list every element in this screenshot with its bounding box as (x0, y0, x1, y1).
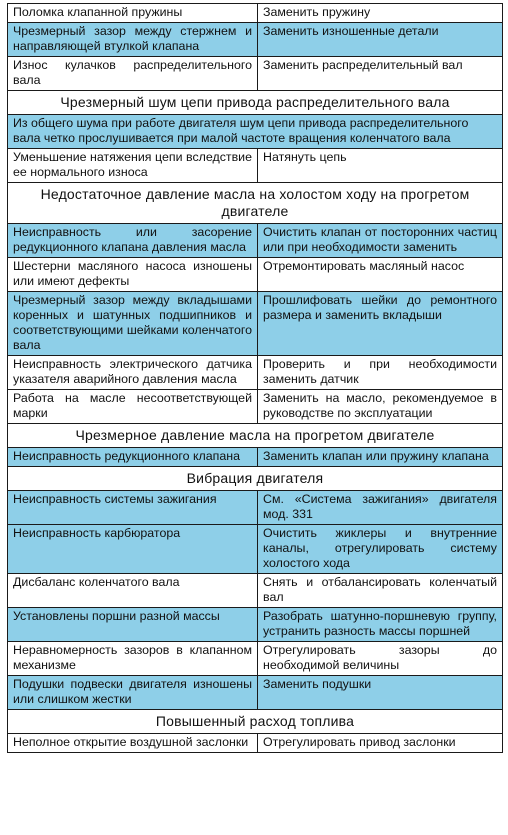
section-header (8, 183, 502, 224)
remedy-cell: Заменить подушки (263, 677, 372, 691)
remedy-cell: Отремонтировать масляный насос (263, 259, 465, 273)
section-title: Повышенный расход топлива (155, 713, 355, 729)
table-row (8, 224, 502, 258)
table-row (8, 258, 502, 292)
table-row (8, 292, 502, 356)
cause-cell: Работа на масле несоответствующей марки (8, 390, 258, 423)
cause-cell: Износ кулачков распределительного вала (8, 57, 258, 90)
cause-cell: Установлены поршни разной массы (8, 608, 258, 641)
cause-cell: Уменьшение натяжения цепи вследствие ее нормального износа (8, 149, 258, 182)
remedy-cell: Отрегулировать зазоры до необходимой величины (263, 643, 497, 672)
cause-cell: Неисправность карбюратора (8, 525, 258, 573)
cause-cell: Чрезмерный зазор между вкладышами коренных и шатунных подшипников и соответствующими шейками коленчатого вала (8, 292, 258, 355)
span-text: Из общего шума при работе двигателя шум цепи привода распределительного вала четко прослушивается при малой частоте вращения коленчатого вала (13, 116, 469, 145)
remedy-cell: Очистить клапан от посторонних частиц или при необходимости заменить (263, 225, 497, 254)
table-row (8, 642, 502, 676)
section-title: Вибрация двигателя (186, 470, 324, 486)
table-row (8, 525, 502, 574)
table-row (8, 23, 502, 57)
cause-cell: Подушки подвески двигателя изношены или слишком жестки (8, 676, 258, 709)
table-row (8, 390, 502, 424)
remedy-cell: Заменить распределительный вал (263, 58, 463, 72)
table-row (8, 574, 502, 608)
table-row (8, 734, 502, 752)
cause-cell: Дисбаланс коленчатого вала (8, 574, 258, 607)
cause-cell: Неисправность электрического датчика указателя аварийного давления масла (8, 356, 258, 389)
cause-cell: Шестерни масляного насоса изношены или имеют дефекты (8, 258, 258, 291)
remedy-cell: Заменить изношенные детали (263, 24, 439, 38)
section-header (8, 424, 502, 448)
cause-cell: Неисправность или засорение редукционного клапана давления масла (8, 224, 258, 257)
table-row (8, 4, 502, 23)
section-title: Недостаточное давление масла на холостом ходу на прогретом двигателе (40, 186, 470, 219)
table-row (8, 115, 502, 149)
cause-cell: Неравномерность зазоров в клапанном механизме (8, 642, 258, 675)
remedy-cell: Прошлифовать шейки до ремонтного размера и заменить вкладыши (263, 293, 497, 322)
table-row (8, 57, 502, 91)
remedy-cell: Очистить жиклеры и внутренние каналы, отрегулировать систему холостого хода (263, 526, 497, 570)
cause-cell: Чрезмерный зазор между стержнем и направляющей втулкой клапана (8, 23, 258, 56)
remedy-cell: См. «Система зажигания» двигателя мод. 331 (263, 492, 497, 521)
table-row (8, 676, 502, 710)
cause-cell: Неисправность системы зажигания (8, 491, 258, 524)
table-row (8, 149, 502, 183)
cause-cell: Неполное открытие воздушной заслонки (8, 734, 258, 752)
section-header (8, 91, 502, 115)
remedy-cell: Заменить на масло, рекомендуемое в руководстве по эксплуатации (263, 391, 497, 420)
section-title: Чрезмерное давление масла на прогретом двигателе (75, 427, 435, 443)
remedy-cell: Проверить и при необходимости заменить датчик (263, 357, 497, 386)
table-row (8, 608, 502, 642)
section-title: Чрезмерный шум цепи привода распределительного вала (60, 94, 450, 110)
remedy-cell: Разобрать шатунно-поршневую группу, устранить разность массы поршней (263, 609, 497, 638)
table-row (8, 491, 502, 525)
remedy-cell: Отрегулировать привод заслонки (263, 735, 456, 749)
troubleshooting-table (7, 3, 503, 753)
table-row (8, 448, 502, 467)
table-row (8, 356, 502, 390)
section-header (8, 467, 502, 491)
cause-cell: Неисправность редукционного клапана (8, 448, 258, 466)
remedy-cell: Заменить клапан или пружину клапана (263, 449, 489, 463)
remedy-cell: Заменить пружину (263, 5, 371, 19)
cause-cell: Поломка клапанной пружины (8, 4, 258, 22)
remedy-cell: Снять и отбалансировать коленчатый вал (263, 575, 497, 604)
remedy-cell: Натянуть цепь (263, 150, 347, 164)
section-header (8, 710, 502, 734)
